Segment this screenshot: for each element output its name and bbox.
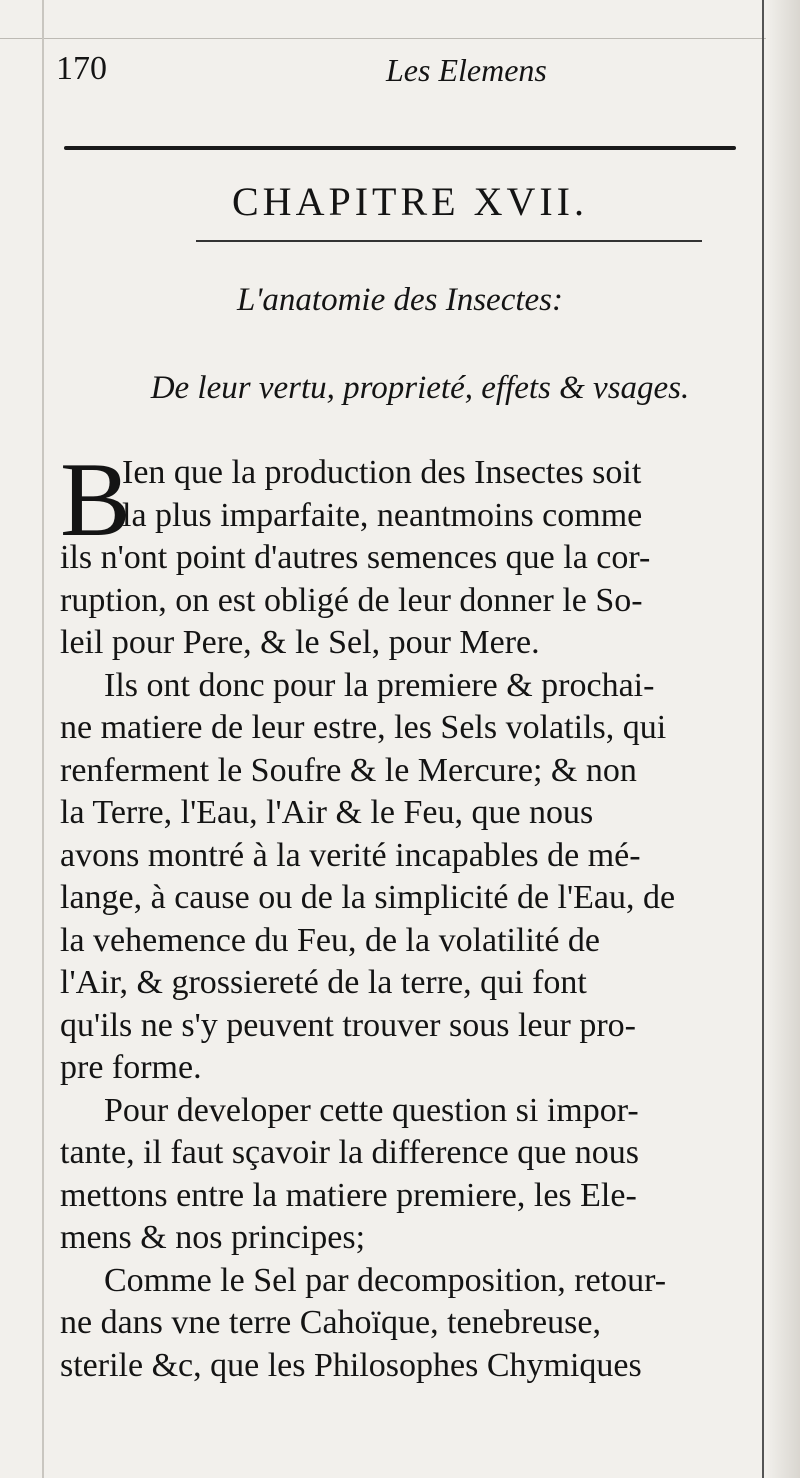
text-line: mettons entre la matiere premiere, les Ele-: [60, 1176, 637, 1214]
text-line: ne matiere de leur estre, les Sels volatils, qui: [60, 709, 667, 746]
text-line: sterile &c, que les Philosophes Chymiques: [60, 1346, 642, 1384]
text-line: tante, il faut sçavoir la difference que nous: [60, 1134, 640, 1171]
text-line: renferment le Soufre & le Mercure; & non: [60, 751, 637, 789]
text-line: avons montré à la verité incapables de mé-: [60, 836, 641, 874]
text-line: Ils ont donc pour la premiere & prochai-: [104, 666, 655, 704]
top-edge-line: [0, 38, 800, 39]
text-line: Pour developer cette question si impor-: [104, 1091, 639, 1129]
text-line: la plus imparfaite, neantmoins comme: [122, 496, 643, 534]
drop-cap: B: [60, 441, 131, 558]
body-text: [60, 441, 760, 1387]
chapter-title: CHAPITRE XVII.: [232, 179, 588, 224]
running-title: Les Elemens: [386, 52, 547, 88]
text-line: pre forme.: [60, 1049, 202, 1086]
chapter-subtitle-2: De leur vertu, proprieté, effets & vsages.: [150, 370, 690, 406]
page-edge-shadow: [766, 0, 800, 1478]
text-line: ne dans vne terre Cahoïque, tenebreuse,: [60, 1304, 601, 1341]
text-line: leil pour Pere, & le Sel, pour Mere.: [60, 624, 540, 661]
text-line: ruption, on est obligé de leur donner le So-: [60, 581, 643, 619]
page-header: [56, 50, 746, 100]
text-line: Ien que la production des Insectes soit: [122, 454, 642, 491]
text-line: la vehemence du Feu, de la volatilité de: [60, 921, 601, 959]
text-line: Comme le Sel par decomposition, retour-: [104, 1261, 667, 1299]
text-line: l'Air, & grossiereté de la terre, qui font: [60, 964, 587, 1001]
text-line: qu'ils ne s'y peuvent trouver sous leur pro-: [60, 1006, 636, 1044]
text-line: la Terre, l'Eau, l'Air & le Feu, que nous: [60, 794, 594, 831]
chapter-subtitle-1: L'anatomie des Insectes:: [237, 282, 563, 318]
text-line: lange, à cause ou de la simplicité de l'Eau, de: [60, 879, 676, 916]
header-rule: [64, 146, 736, 150]
left-gutter-line: [42, 0, 44, 1478]
chapter-rule: [196, 240, 702, 242]
text-line: mens & nos principes;: [60, 1219, 366, 1256]
right-margin-line: [762, 0, 764, 1478]
page-number: 170: [56, 50, 107, 87]
text-line: ils n'ont point d'autres semences que la cor-: [60, 539, 651, 576]
